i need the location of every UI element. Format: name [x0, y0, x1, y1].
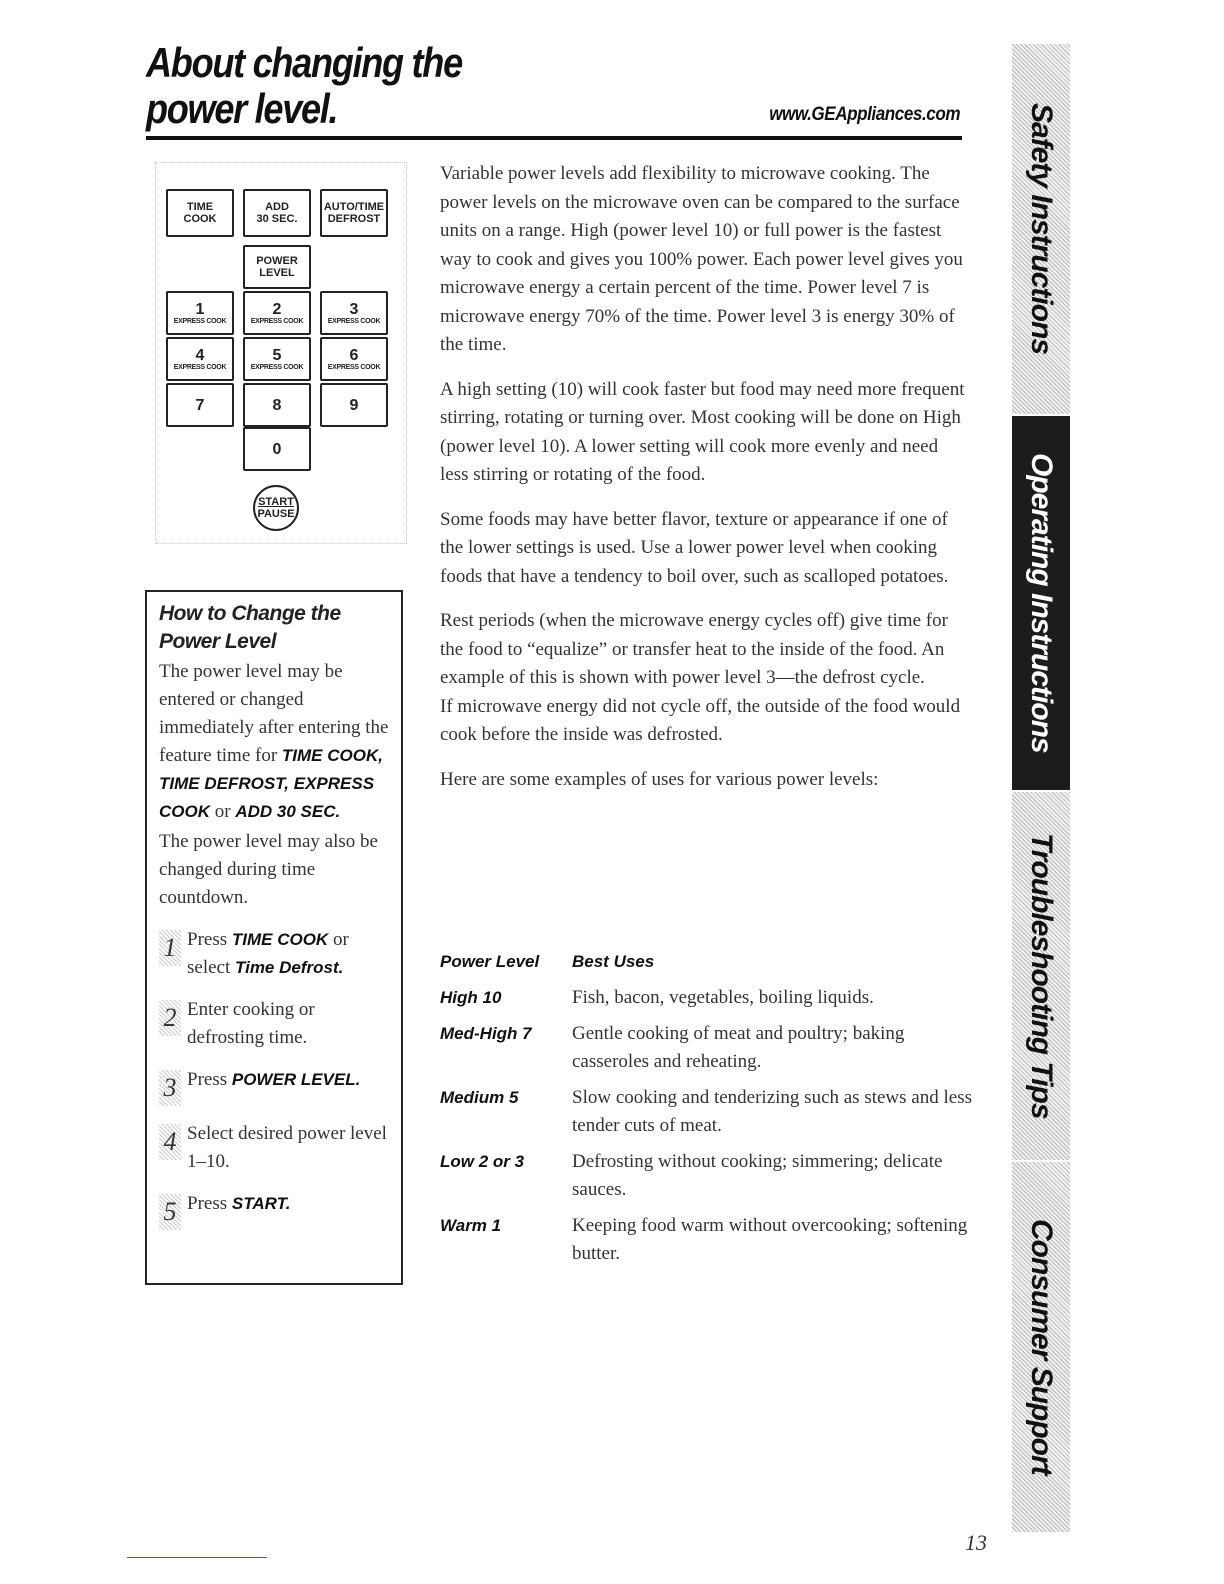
how-to-change-box: [145, 590, 403, 1285]
steps-list: [159, 926, 393, 1230]
paragraph-2: A high setting (10) will cook faster but food may need more frequent stirring, rotating or turning over. Most cooking will be done on High (power level 10). A lower setting will cook more evenly and need less stirring or rotating of the food.: [440, 378, 965, 485]
table-row: High 10 Fish, bacon, vegetables, boiling liquids.: [440, 987, 874, 1008]
paragraph-5: Here are some examples of uses for various power levels:: [440, 768, 879, 790]
digit-key-3: 3 EXPRESS COOK: [320, 291, 388, 335]
footer-line: [127, 1557, 267, 1558]
step-3: 3 Press POWER LEVEL.: [159, 1066, 393, 1106]
paragraph-4b: If microwave energy did not cycle off, the outside of the food would cook before the inside was defrosted.: [440, 695, 961, 745]
digit-key-4: 4 EXPRESS COOK: [166, 337, 234, 381]
step-2: 2 Enter cooking or defrosting time.: [159, 996, 393, 1052]
step-number: 4: [159, 1124, 181, 1160]
digit-key-9: 9: [320, 383, 388, 427]
paragraph-4: Rest periods (when the microwave energy cycles off) give time for the food to “equalize” or transfer heat to the inside of the food. An example of this is shown with power level 3—the defrost cycle.: [440, 610, 948, 688]
page-title: [146, 40, 462, 132]
box-intro: The power level may be entered or changed immediately after entering the feature time for TIME COOK, TIME DEFROST, EXPRESS COOK or ADD 30 SEC.: [159, 661, 389, 822]
step-5: 5 Press START.: [159, 1190, 393, 1230]
step-4: 4 Select desired power level 1–10.: [159, 1120, 393, 1176]
table-header: Power Level Best Uses: [440, 952, 655, 971]
add-30-sec-key: ADD 30 SEC.: [243, 189, 311, 237]
tab-consumer-support[interactable]: Consumer Support: [1012, 1162, 1070, 1532]
table-row: Med-High 7 Gentle cooking of meat and poultry; baking casseroles and reheating.: [440, 1023, 905, 1072]
step-1: 1 Press TIME COOK or select Time Defrost.: [159, 926, 393, 982]
table-row: Medium 5 Slow cooking and tenderizing such as stews and less tender cuts of meat.: [440, 1087, 972, 1136]
digit-key-7: 7: [166, 383, 234, 427]
page-number: 13: [965, 1530, 987, 1555]
power-level-table: [440, 948, 980, 1276]
start-pause-key: START PAUSE: [253, 485, 299, 531]
keypad-illustration: [155, 162, 407, 544]
paragraph-3: Some foods may have better flavor, texture or appearance if one of the lower settings is used. Use a lower power level when cooking foods that have a tendency to boil over, such as scalloped potatoes.: [440, 508, 949, 587]
time-cook-key: TIME COOK: [166, 189, 234, 237]
table-row: Warm 1 Keeping food warm without overcooking; softening butter.: [440, 1215, 968, 1264]
step-number: 5: [159, 1194, 181, 1230]
box-heading: How to Change the Power Level: [159, 602, 341, 653]
title-line-1: About changing the: [146, 39, 462, 86]
table-row: Low 2 or 3 Defrosting without cooking; simmering; delicate sauces.: [440, 1151, 943, 1200]
tab-safety-instructions[interactable]: Safety Instructions: [1012, 44, 1070, 414]
header-rule: [146, 136, 962, 140]
paragraph-1: Variable power levels add flexibility to microwave cooking. The power levels on the microwave oven can be compared to the surface units on a range. High (power level 10) or full power is the fastest way to cook and gives you 100% power. Each power level gives you microwave energy a certain percent of the time. Power level 7 is microwave energy 70% of the time. Power level 3 is energy 30% of the time.: [440, 163, 963, 355]
box-intro-2: The power level may also be changed during time countdown.: [159, 831, 378, 908]
auto-time-defrost-key: AUTO/TIME DEFROST: [320, 189, 388, 237]
step-number: 3: [159, 1070, 181, 1106]
main-text: [440, 160, 965, 810]
digit-key-0: 0: [243, 427, 311, 471]
tab-troubleshooting-tips[interactable]: Troubleshooting Tips: [1012, 792, 1070, 1160]
tab-operating-instructions[interactable]: Operating Instructions: [1012, 416, 1070, 790]
step-number: 2: [159, 1000, 181, 1036]
title-line-2: power level.: [146, 85, 338, 132]
power-level-key: POWER LEVEL: [243, 245, 311, 289]
digit-key-6: 6 EXPRESS COOK: [320, 337, 388, 381]
digit-key-8: 8: [243, 383, 311, 427]
digit-key-5: 5 EXPRESS COOK: [243, 337, 311, 381]
digit-key-2: 2 EXPRESS COOK: [243, 291, 311, 335]
digit-key-1: 1 EXPRESS COOK: [166, 291, 234, 335]
step-number: 1: [159, 930, 181, 966]
website-url[interactable]: www.GEAppliances.com: [769, 104, 960, 125]
